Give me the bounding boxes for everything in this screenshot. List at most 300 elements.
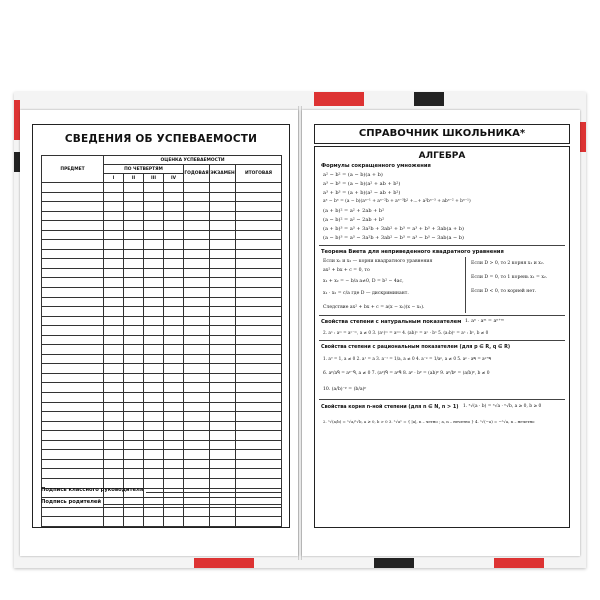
grade-cell[interactable] [124, 249, 144, 259]
grade-cell[interactable] [210, 202, 236, 212]
grade-cell[interactable] [236, 211, 282, 221]
grade-cell[interactable] [184, 450, 210, 460]
grade-cell[interactable] [184, 335, 210, 345]
grade-cell[interactable] [164, 326, 184, 336]
grade-cell[interactable] [184, 354, 210, 364]
grade-cell[interactable] [124, 507, 144, 517]
table-row [42, 431, 282, 441]
grade-cell[interactable] [184, 459, 210, 469]
grade-cell[interactable] [210, 192, 236, 202]
grade-cell[interactable] [42, 383, 104, 393]
grade-cell[interactable] [210, 297, 236, 307]
grade-cell[interactable] [210, 431, 236, 441]
grade-cell[interactable] [124, 469, 144, 479]
grade-cell[interactable] [164, 259, 184, 269]
grade-cell[interactable] [184, 402, 210, 412]
grade-cell[interactable] [164, 297, 184, 307]
grade-cell[interactable] [210, 459, 236, 469]
grade-cell[interactable] [124, 450, 144, 460]
grade-cell[interactable] [236, 440, 282, 450]
grade-cell[interactable] [124, 459, 144, 469]
grade-cell[interactable] [184, 297, 210, 307]
grade-cell[interactable] [164, 211, 184, 221]
grade-cell[interactable] [164, 507, 184, 517]
grade-cell[interactable] [124, 421, 144, 431]
table-row [42, 450, 282, 460]
formula: Если x₁ и x₂ — корни квадратного уравнения [323, 259, 433, 264]
grade-cell[interactable] [104, 316, 124, 326]
grade-cell[interactable] [184, 183, 210, 193]
grade-cell[interactable] [124, 202, 144, 212]
grade-cell[interactable] [104, 440, 124, 450]
grade-cell[interactable] [42, 307, 104, 317]
grade-cell[interactable] [124, 440, 144, 450]
grade-cell[interactable] [144, 469, 164, 479]
grade-cell[interactable] [184, 345, 210, 355]
table-row [42, 469, 282, 479]
grade-cell[interactable] [184, 307, 210, 317]
grade-cell[interactable] [236, 335, 282, 345]
grade-cell[interactable] [42, 450, 104, 460]
grade-cell[interactable] [42, 288, 104, 298]
grade-cell[interactable] [210, 259, 236, 269]
grade-cell[interactable] [210, 345, 236, 355]
grade-cell[interactable] [42, 240, 104, 250]
grade-cell[interactable] [104, 307, 124, 317]
grade-cell[interactable] [104, 364, 124, 374]
grade-cell[interactable] [42, 268, 104, 278]
grade-cell[interactable] [104, 517, 124, 527]
grade-cell[interactable] [144, 221, 164, 231]
grade-cell[interactable] [144, 450, 164, 460]
grade-cell[interactable] [184, 421, 210, 431]
grade-cell[interactable] [124, 431, 144, 441]
grade-cell[interactable] [104, 249, 124, 259]
grade-cell[interactable] [184, 249, 210, 259]
grade-cell[interactable] [236, 326, 282, 336]
table-row [42, 278, 282, 288]
grade-cell[interactable] [184, 517, 210, 527]
formula: (a − b)² = a² − 2ab + b² [323, 217, 385, 223]
grade-cell[interactable] [104, 345, 124, 355]
grade-cell[interactable] [236, 431, 282, 441]
grade-cell[interactable] [236, 345, 282, 355]
grade-cell[interactable] [144, 335, 164, 345]
table-row [42, 402, 282, 412]
header-exam: ЭКЗАМЕН [210, 165, 236, 183]
grade-cell[interactable] [164, 240, 184, 250]
grade-cell[interactable] [236, 259, 282, 269]
grade-cell[interactable] [124, 326, 144, 336]
grade-cell[interactable] [184, 364, 210, 374]
grade-cell[interactable] [184, 288, 210, 298]
header-q3: III [144, 174, 164, 183]
grade-cell[interactable] [42, 192, 104, 202]
grade-cell[interactable] [144, 211, 164, 221]
grade-cell[interactable] [236, 316, 282, 326]
grade-cell[interactable] [104, 393, 124, 403]
grade-cell[interactable] [124, 517, 144, 527]
grade-cell[interactable] [104, 459, 124, 469]
grade-cell[interactable] [42, 316, 104, 326]
formula: 2. aⁿ : aᵐ = aⁿ⁻ᵐ, a ≠ 0 3. (aⁿ)ᵐ = aⁿᵐ 4. (ab)ⁿ = aⁿ · bⁿ 5. (a:b)ⁿ = aⁿ : bⁿ, b ≠ 0 [323, 330, 489, 335]
grade-cell[interactable] [184, 469, 210, 479]
grade-cell[interactable] [42, 297, 104, 307]
grade-cell[interactable] [164, 383, 184, 393]
grade-cell[interactable] [104, 240, 124, 250]
grade-cell[interactable] [42, 440, 104, 450]
grade-cell[interactable] [144, 383, 164, 393]
grade-cell[interactable] [104, 259, 124, 269]
grade-cell[interactable] [210, 326, 236, 336]
grade-cell[interactable] [144, 517, 164, 527]
grade-cell[interactable] [124, 192, 144, 202]
grade-cell[interactable] [42, 230, 104, 240]
signature-parents-line[interactable] [104, 497, 281, 505]
grade-cell[interactable] [144, 268, 164, 278]
grade-cell[interactable] [144, 278, 164, 288]
grade-cell[interactable] [144, 354, 164, 364]
grade-cell[interactable] [184, 383, 210, 393]
divider [319, 399, 565, 400]
grade-cell[interactable] [210, 183, 236, 193]
grade-cell[interactable] [144, 288, 164, 298]
grade-cell[interactable] [104, 268, 124, 278]
grade-cell[interactable] [164, 221, 184, 231]
grade-cell[interactable] [236, 459, 282, 469]
grades-body [42, 183, 282, 527]
grade-cell[interactable] [210, 316, 236, 326]
grade-cell[interactable] [236, 202, 282, 212]
grade-cell[interactable] [164, 393, 184, 403]
grade-cell[interactable] [184, 259, 210, 269]
grade-cell[interactable] [144, 202, 164, 212]
grade-cell[interactable] [210, 278, 236, 288]
grade-cell[interactable] [144, 412, 164, 422]
grade-cell[interactable] [164, 183, 184, 193]
grade-cell[interactable] [144, 364, 164, 374]
grade-cell[interactable] [144, 192, 164, 202]
grade-cell[interactable] [144, 259, 164, 269]
grade-cell[interactable] [164, 345, 184, 355]
grade-cell[interactable] [184, 373, 210, 383]
table-row [42, 221, 282, 231]
grade-cell[interactable] [124, 268, 144, 278]
grade-cell[interactable] [104, 469, 124, 479]
grade-cell[interactable] [104, 288, 124, 298]
grade-cell[interactable] [210, 354, 236, 364]
section-rational-power: Свойства степени с рациональным показателем (для p ∈ R, q ∈ R) [321, 344, 511, 350]
grade-cell[interactable] [124, 221, 144, 231]
grade-cell[interactable] [124, 383, 144, 393]
grade-cell[interactable] [104, 183, 124, 193]
grade-cell[interactable] [210, 393, 236, 403]
grade-cell[interactable] [236, 364, 282, 374]
grade-cell[interactable] [104, 383, 124, 393]
grade-cell[interactable] [236, 517, 282, 527]
grade-cell[interactable] [164, 517, 184, 527]
grade-cell[interactable] [42, 431, 104, 441]
grade-cell[interactable] [164, 373, 184, 383]
grade-cell[interactable] [42, 517, 104, 527]
grade-cell[interactable] [42, 278, 104, 288]
grade-cell[interactable] [184, 431, 210, 441]
grade-cell[interactable] [42, 249, 104, 259]
grade-cell[interactable] [210, 230, 236, 240]
grade-cell[interactable] [164, 440, 184, 450]
grade-cell[interactable] [184, 192, 210, 202]
header-q4: IV [164, 174, 184, 183]
divider [319, 340, 565, 341]
grade-cell[interactable] [184, 507, 210, 517]
grade-cell[interactable] [184, 393, 210, 403]
grade-cell[interactable] [124, 211, 144, 221]
grade-cell[interactable] [210, 373, 236, 383]
grade-cell[interactable] [210, 383, 236, 393]
signatures [41, 481, 281, 505]
grade-cell[interactable] [164, 335, 184, 345]
grade-cell[interactable] [42, 202, 104, 212]
grade-cell[interactable] [124, 354, 144, 364]
page-title: СВЕДЕНИЯ ОБ УСПЕВАЕМОСТИ [64, 133, 258, 145]
grade-cell[interactable] [164, 288, 184, 298]
grade-cell[interactable] [104, 412, 124, 422]
column-divider [465, 257, 466, 313]
grade-cell[interactable] [144, 431, 164, 441]
grade-cell[interactable] [104, 431, 124, 441]
grade-cell[interactable] [164, 364, 184, 374]
grade-cell[interactable] [42, 259, 104, 269]
grade-cell[interactable] [210, 221, 236, 231]
grade-cell[interactable] [42, 364, 104, 374]
grade-cell[interactable] [42, 459, 104, 469]
grade-cell[interactable] [184, 240, 210, 250]
grade-cell[interactable] [236, 240, 282, 250]
grade-cell[interactable] [236, 307, 282, 317]
grade-cell[interactable] [144, 307, 164, 317]
grade-cell[interactable] [124, 288, 144, 298]
grade-cell[interactable] [236, 268, 282, 278]
grade-cell[interactable] [164, 278, 184, 288]
grade-cell[interactable] [236, 507, 282, 517]
grade-cell[interactable] [210, 402, 236, 412]
grade-cell[interactable] [210, 335, 236, 345]
grade-cell[interactable] [144, 345, 164, 355]
grade-cell[interactable] [210, 249, 236, 259]
grade-cell[interactable] [124, 316, 144, 326]
grade-cell[interactable] [210, 211, 236, 221]
grade-cell[interactable] [164, 307, 184, 317]
grade-cell[interactable] [236, 297, 282, 307]
grade-cell[interactable] [164, 412, 184, 422]
grade-cell[interactable] [164, 202, 184, 212]
grade-cell[interactable] [236, 450, 282, 460]
grade-cell[interactable] [164, 450, 184, 460]
grade-cell[interactable] [124, 278, 144, 288]
grade-cell[interactable] [144, 507, 164, 517]
grade-cell[interactable] [104, 230, 124, 240]
grade-cell[interactable] [210, 507, 236, 517]
grade-cell[interactable] [210, 288, 236, 298]
grade-cell[interactable] [184, 202, 210, 212]
grade-cell[interactable] [42, 421, 104, 431]
grade-cell[interactable] [124, 230, 144, 240]
grade-cell[interactable] [164, 316, 184, 326]
grade-cell[interactable] [104, 373, 124, 383]
grade-cell[interactable] [164, 459, 184, 469]
subject-title: АЛГЕБРА [418, 151, 466, 161]
grade-cell[interactable] [144, 240, 164, 250]
grade-cell[interactable] [236, 412, 282, 422]
grades-table [41, 155, 282, 527]
grade-cell[interactable] [104, 326, 124, 336]
grade-cell[interactable] [104, 192, 124, 202]
grade-cell[interactable] [184, 221, 210, 231]
grade-cell[interactable] [124, 183, 144, 193]
grade-cell[interactable] [210, 307, 236, 317]
grade-cell[interactable] [104, 278, 124, 288]
table-row [42, 288, 282, 298]
grade-cell[interactable] [42, 326, 104, 336]
grade-cell[interactable] [104, 354, 124, 364]
grade-cell[interactable] [42, 183, 104, 193]
grade-cell[interactable] [104, 202, 124, 212]
grade-cell[interactable] [236, 383, 282, 393]
table-row [42, 316, 282, 326]
grade-cell[interactable] [144, 249, 164, 259]
grade-cell[interactable] [236, 421, 282, 431]
grade-cell[interactable] [236, 469, 282, 479]
grade-cell[interactable] [184, 278, 210, 288]
grade-cell[interactable] [104, 335, 124, 345]
grade-cell[interactable] [236, 402, 282, 412]
grade-cell[interactable] [124, 297, 144, 307]
grade-cell[interactable] [164, 230, 184, 240]
grade-cell[interactable] [144, 421, 164, 431]
grade-cell[interactable] [210, 469, 236, 479]
grade-cell[interactable] [236, 192, 282, 202]
grade-cell[interactable] [104, 221, 124, 231]
grade-cell[interactable] [164, 249, 184, 259]
grade-cell[interactable] [124, 259, 144, 269]
grade-cell[interactable] [210, 268, 236, 278]
grade-cell[interactable] [210, 240, 236, 250]
grade-cell[interactable] [42, 402, 104, 412]
grade-cell[interactable] [236, 354, 282, 364]
table-row [42, 373, 282, 383]
grade-cell[interactable] [184, 326, 210, 336]
grade-cell[interactable] [42, 354, 104, 364]
table-row [42, 268, 282, 278]
grade-cell[interactable] [210, 364, 236, 374]
grade-cell[interactable] [42, 373, 104, 383]
grade-cell[interactable] [124, 335, 144, 345]
grade-cell[interactable] [42, 507, 104, 517]
grade-cell[interactable] [144, 316, 164, 326]
grade-cell[interactable] [42, 221, 104, 231]
grade-cell[interactable] [42, 211, 104, 221]
grade-cell[interactable] [164, 268, 184, 278]
table-row [42, 307, 282, 317]
formula: (a + b)² = a² + 2ab + b² [323, 208, 385, 214]
grade-cell[interactable] [210, 517, 236, 527]
grade-cell[interactable] [164, 421, 184, 431]
formula: 1. aⁿ · aᵐ = aⁿ⁺ᵐ [465, 319, 504, 324]
grade-cell[interactable] [144, 393, 164, 403]
reference-frame [314, 146, 570, 528]
grade-cell[interactable] [184, 316, 210, 326]
grade-cell[interactable] [104, 297, 124, 307]
grade-cell[interactable] [104, 211, 124, 221]
grade-cell[interactable] [236, 373, 282, 383]
grade-cell[interactable] [144, 183, 164, 193]
grade-cell[interactable] [164, 192, 184, 202]
grade-cell[interactable] [104, 507, 124, 517]
grade-cell[interactable] [184, 268, 210, 278]
grade-cell[interactable] [42, 345, 104, 355]
header-quarters: ПО ЧЕТВЕРТЯМ [104, 165, 184, 174]
grade-cell[interactable] [124, 240, 144, 250]
grade-cell[interactable] [236, 249, 282, 259]
grade-cell[interactable] [124, 373, 144, 383]
grade-cell[interactable] [144, 230, 164, 240]
grade-cell[interactable] [144, 459, 164, 469]
grade-cell[interactable] [124, 364, 144, 374]
formula: Следствие ax² + bx + c = a(x − x₁)(x − x₂). [323, 305, 425, 310]
cover-pattern [494, 558, 544, 568]
grade-cell[interactable] [144, 326, 164, 336]
grade-cell[interactable] [144, 297, 164, 307]
grade-cell[interactable] [184, 230, 210, 240]
grade-cell[interactable] [124, 393, 144, 403]
grade-cell[interactable] [236, 230, 282, 240]
grade-cell[interactable] [236, 288, 282, 298]
grade-cell[interactable] [42, 393, 104, 403]
grade-cell[interactable] [184, 412, 210, 422]
grade-cell[interactable] [144, 440, 164, 450]
table-row [42, 259, 282, 269]
grade-cell[interactable] [104, 450, 124, 460]
grade-cell[interactable] [236, 393, 282, 403]
grade-cell[interactable] [144, 373, 164, 383]
grade-cell[interactable] [184, 440, 210, 450]
signature-teacher-line[interactable] [146, 485, 281, 493]
grade-cell[interactable] [210, 412, 236, 422]
grade-cell[interactable] [210, 440, 236, 450]
grade-cell[interactable] [124, 412, 144, 422]
grade-cell[interactable] [104, 421, 124, 431]
grade-cell[interactable] [124, 402, 144, 412]
grade-cell[interactable] [210, 450, 236, 460]
grade-cell[interactable] [164, 469, 184, 479]
grades-frame [32, 124, 290, 528]
grade-cell[interactable] [164, 402, 184, 412]
grade-cell[interactable] [236, 278, 282, 288]
grade-cell[interactable] [236, 221, 282, 231]
grade-cell[interactable] [184, 211, 210, 221]
grade-cell[interactable] [104, 402, 124, 412]
grade-cell[interactable] [236, 183, 282, 193]
grade-cell[interactable] [164, 431, 184, 441]
grade-cell[interactable] [42, 412, 104, 422]
grade-cell[interactable] [42, 335, 104, 345]
grade-cell[interactable] [164, 354, 184, 364]
grade-cell[interactable] [144, 402, 164, 412]
grade-cell[interactable] [124, 307, 144, 317]
grade-cell[interactable] [124, 345, 144, 355]
grade-cell[interactable] [210, 421, 236, 431]
grade-cell[interactable] [42, 469, 104, 479]
